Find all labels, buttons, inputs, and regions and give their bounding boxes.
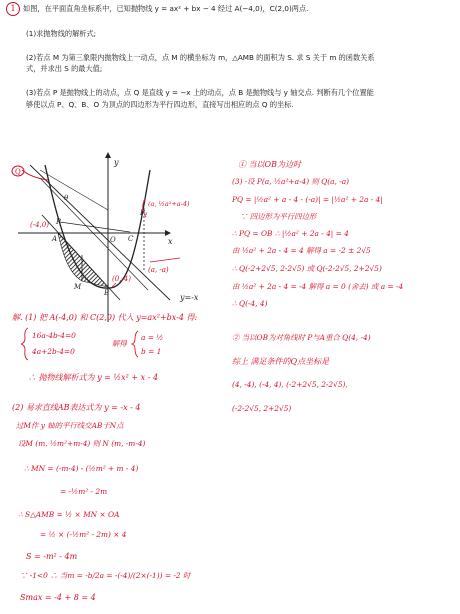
q-result1: ∴ Q(-2+2√5, 2-2√5) 或 Q(-2-2√5, 2+2√5) [232, 264, 382, 273]
solution-intro: 解. (1) 把 A(-4,0) 和 C(2,0) 代入 y=ax²+bx-4 得: [12, 313, 198, 322]
mn-equation2: = -½m² - 2m [60, 487, 108, 496]
point-b-label: B [104, 289, 110, 297]
mn-line: 过M作 y 轴的平行线交AB于N点 [16, 421, 124, 430]
case-a1: 由 ½a² + 2a - 4 = 4 解得 a = -2 ± 2√5 [232, 246, 371, 255]
label-0-neg4: (0,-4) [112, 275, 131, 283]
question-part3-line1: (3)若点 P 是抛物线上的动点，点 Q 是直线 y = −x 上的动点，点 B 是抛物线与 y 轴交点. 判断有几个位置能 [26, 88, 374, 98]
point-c-label: C [128, 235, 134, 243]
m-coordinate: 设M (m, ½m²+m-4) 则 N (m, -m-4) [18, 439, 146, 448]
pq-equals-ob: ∴ PQ = OB ∴ |½a² + 2a - 4| = 4 [232, 229, 349, 238]
result-b: b = 1 [141, 347, 162, 356]
summary-line: 综上 满足条件的Q点坐标是 [232, 357, 330, 366]
y-axis-label: y [114, 158, 119, 167]
question-part2-line2: 式，并求出 S 的最大值; [26, 64, 103, 74]
point-a-label: A [52, 235, 58, 243]
case2-title: ② 当以OB为对角线时 P与A重合 Q(4, -4) [232, 333, 371, 342]
range-line: ∵ -1<0 ∴ 当m = -b/2a = -(-4)/(2×(-1)) = -2 时 [20, 571, 191, 580]
case1-intro: (3) ·设 P(a, ½a²+a-4) 则 Q(a, -a) [232, 177, 350, 186]
mn-equation1: ∴ MN = (-m-4) - (½m² + m - 4) [24, 464, 139, 473]
label-neg4-0: (-4,0) [30, 221, 49, 229]
point-q-label: Q [15, 168, 21, 176]
area-equation2: = ½ × (-½m² - 2m) × 4 [40, 530, 127, 539]
question-part3-line2: 够使以点 P、Q、B、O 为顶点的四边形为平行四边形，直接写出相应的点 Q 的坐标. [26, 99, 294, 109]
q-list-line1: (4, -4), (-4, 4), (-2+2√5, 2-2√5), [232, 380, 348, 389]
s-max: Smax = -4 + 8 = 4 [20, 593, 96, 602]
question-number-badge: 1 [6, 2, 20, 16]
result-a: a = ½ [141, 333, 164, 342]
s-expression: S = -m² - 4m [26, 552, 78, 561]
parabola-result: ∴ 抛物线解析式为 y = ½x² + x - 4 [28, 373, 159, 382]
point-m-label: M [74, 283, 82, 291]
label-p1-coord: (a, ½a²+a-4) [148, 200, 190, 208]
solve-word: 解得 [112, 339, 127, 348]
theta-label: θ [64, 194, 69, 202]
equation-1: 16a-4b-4=0 [32, 331, 76, 340]
q-list-line2: (-2-2√5, 2+2√5) [232, 404, 292, 413]
label-line-eq: y=-x [180, 293, 199, 302]
case1-title: ① 当以OB为边时 [238, 160, 301, 169]
origin-label: O [110, 236, 116, 244]
point-p-label: P [56, 218, 61, 226]
area-equation1: ∴ S△AMB = ½ × MN × OA [18, 510, 120, 519]
pq-equation: PQ = |½a² + a - 4 - (-a)| = |½a² + 2a - 4| [232, 195, 383, 204]
parallelogram-condition: ∵ 四边形为平行四边形 [240, 212, 317, 221]
q-result2: ∴ Q(-4, 4) [232, 299, 268, 308]
label-a-neg-a: (a, -a) [148, 266, 169, 274]
point-p1-label: P₁ [140, 209, 148, 217]
equation-2: 4a+2b-4=0 [32, 347, 75, 356]
question-stem: 如图，在平面直角坐标系中，已知抛物线 y = ax² + bx − 4 经过 A(−4,0)，C(2,0)两点. [23, 4, 309, 13]
case-a2: 由 ½a² + 2a - 4 = -4 解得 a = 0 (舍去) 或 a = -4 [232, 282, 404, 291]
question-part1: (1)求抛物线的解析式; [26, 29, 97, 38]
part2-line: (2) 易求直线AB表达式为 y = -x - 4 [12, 403, 141, 412]
x-axis-label: x [168, 237, 173, 246]
question-part2-line1: (2)若点 M 为第三象限内抛物线上一动点，点 M 的横坐标为 m，△AMB 的面积为 S. 求 S 关于 m 的函数关系 [26, 53, 375, 63]
